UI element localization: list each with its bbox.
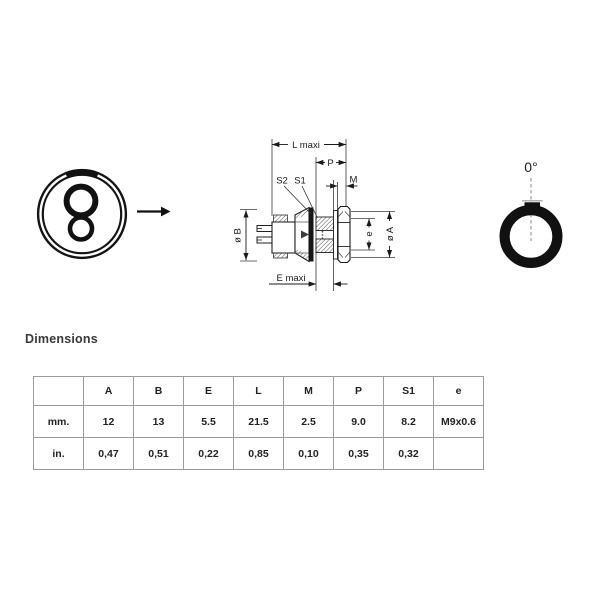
dim-label-p: P bbox=[327, 157, 334, 169]
cell-mm-p: 9.0 bbox=[334, 406, 384, 438]
table-header-row bbox=[34, 377, 484, 406]
dim-label-s1: S1 bbox=[294, 175, 306, 187]
header-cell-blank bbox=[34, 377, 84, 406]
cell-in-s1: 0,32 bbox=[384, 438, 434, 470]
cell-mm-e2: M9x0.6 bbox=[434, 406, 484, 438]
thread-section bbox=[316, 217, 334, 253]
cell-mm-m: 2.5 bbox=[284, 406, 334, 438]
contact-hole-bottom bbox=[70, 218, 92, 240]
cell-mm-s1: 8.2 bbox=[384, 406, 434, 438]
header-cell-b: B bbox=[134, 377, 184, 406]
table-row-in bbox=[34, 438, 484, 470]
polarization-ring bbox=[505, 210, 558, 263]
cell-in-e2 bbox=[434, 438, 484, 470]
header-cell-p: P bbox=[334, 377, 384, 406]
header-cell-s1: S1 bbox=[384, 377, 434, 406]
connector-front-view bbox=[38, 170, 126, 258]
rear-collar-bottom bbox=[274, 253, 288, 258]
dim-label-e-maxi: E maxi bbox=[276, 272, 306, 284]
leader-s2 bbox=[284, 186, 311, 214]
cell-in-b: 0,51 bbox=[134, 438, 184, 470]
cell-in-p: 0,35 bbox=[334, 438, 384, 470]
header-cell-a: A bbox=[84, 377, 134, 406]
cell-in-m: 0,10 bbox=[284, 438, 334, 470]
arrow-right-icon bbox=[137, 207, 171, 217]
header-cell-m: M bbox=[284, 377, 334, 406]
contact-hole-top bbox=[67, 187, 96, 216]
row-label-in: in. bbox=[34, 438, 84, 470]
dimensions-table bbox=[33, 376, 484, 470]
rear-collar-top bbox=[274, 215, 288, 222]
section-title: Dimensions bbox=[25, 332, 98, 346]
cell-mm-a: 12 bbox=[84, 406, 134, 438]
dim-label-e: e bbox=[364, 231, 375, 237]
header-cell-e2: e bbox=[434, 377, 484, 406]
table-row-mm bbox=[34, 406, 484, 438]
dim-label-l-maxi: L maxi bbox=[292, 139, 320, 151]
front-key-arc bbox=[66, 172, 97, 175]
cell-mm-l: 21.5 bbox=[234, 406, 284, 438]
cell-in-a: 0,47 bbox=[84, 438, 134, 470]
rear-body bbox=[272, 222, 295, 253]
dim-label-dia-a: ø A bbox=[384, 226, 396, 242]
polarization-view bbox=[505, 159, 558, 263]
header-cell-l: L bbox=[234, 377, 284, 406]
connector-side-view bbox=[233, 139, 396, 291]
mounting-nut bbox=[338, 207, 350, 263]
washer bbox=[334, 211, 338, 260]
gasket-s2 bbox=[309, 208, 314, 262]
cell-in-l: 0,85 bbox=[234, 438, 284, 470]
row-label-mm: mm. bbox=[34, 406, 84, 438]
angle-label: 0° bbox=[524, 159, 538, 175]
cell-mm-b: 13 bbox=[134, 406, 184, 438]
dim-label-m: M bbox=[349, 174, 358, 186]
dim-label-s2: S2 bbox=[276, 175, 288, 187]
dim-label-dia-b: ø B bbox=[232, 228, 244, 243]
dimension-lines bbox=[246, 145, 390, 285]
header-cell-e: E bbox=[184, 377, 234, 406]
cell-mm-e: 5.5 bbox=[184, 406, 234, 438]
polarization-key-tab bbox=[525, 202, 541, 211]
cell-in-e: 0,22 bbox=[184, 438, 234, 470]
extension-lines bbox=[240, 139, 395, 291]
